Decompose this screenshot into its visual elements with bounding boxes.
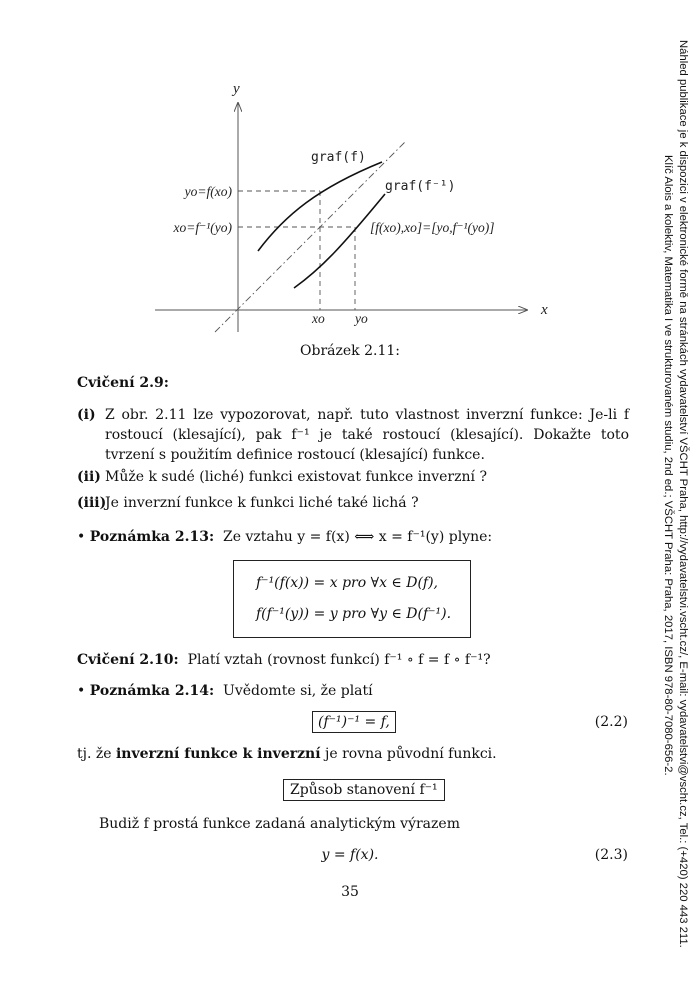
figure-caption: Obrázek 2.11: bbox=[300, 343, 400, 359]
sidebar-line-2: Náhled publikace je k dispozici v elektronické formě na stránkách vydavatelství VŠCHT Praha, http://vydavatelstvi.vscht.cz/, E-mail: vydavatelstvi@vscht.cz, Tel.: (+420) 220 443 211. bbox=[677, 40, 689, 948]
section-heading-box: Způsob stanovení f⁻¹ bbox=[283, 779, 445, 801]
page-number: 35 bbox=[341, 884, 359, 900]
exercise-item-i bbox=[77, 405, 629, 465]
yo-label: yo=f(xo) bbox=[184, 184, 232, 199]
graph-finv-label: graf(f⁻¹) bbox=[385, 179, 456, 194]
identity-line bbox=[215, 142, 405, 332]
tick-xo: xo bbox=[312, 311, 325, 326]
item-text: Může k sudé (liché) funkci existovat funkce inverzní ? bbox=[105, 469, 487, 485]
equation-number-2-2: (2.2) bbox=[594, 714, 628, 730]
publication-sidebar bbox=[660, 40, 690, 948]
note-2-14: • Poznámka 2.14: Uvědomte si, že platí bbox=[77, 683, 373, 699]
y-axis-label: y bbox=[233, 81, 240, 97]
exercise-2-9-title: Cvičení 2.9: bbox=[77, 375, 169, 391]
tick-yo: yo bbox=[355, 311, 368, 326]
item-text: Je inverzní funkce k funkci liché také lichá ? bbox=[105, 495, 419, 511]
conclusion-sentence: tj. že inverzní funkce k inverzní je rovna původní funkci. bbox=[77, 746, 497, 762]
exercise-item-ii bbox=[77, 467, 629, 487]
identity-line-1: f⁻¹(f(x)) = x pro ∀x ∈ D(f), bbox=[256, 575, 439, 591]
inverse-function-figure bbox=[0, 0, 700, 340]
graph-f-label: graf(f) bbox=[311, 150, 366, 165]
item-label: (i) bbox=[77, 407, 96, 423]
item-label: (ii) bbox=[77, 469, 101, 485]
xo-label: xo=f⁻¹(yo) bbox=[173, 220, 232, 235]
exercise-2-10: Cvičení 2.10: Platí vztah (rovnost funkcí) f⁻¹ ∘ f = f ∘ f⁻¹? bbox=[77, 652, 491, 668]
identity-box bbox=[233, 560, 471, 638]
equation-number-2-3: (2.3) bbox=[594, 847, 628, 863]
point-label: [f(xo),xo]=[yo,f⁻¹(yo)] bbox=[370, 220, 495, 235]
exercise-item-iii bbox=[77, 493, 629, 513]
item-label: (iii) bbox=[77, 495, 107, 511]
identity-line-2: f(f⁻¹(y)) = y pro ∀y ∈ D(f⁻¹). bbox=[256, 606, 452, 622]
sidebar-line-1: Klíč Alois a kolektiv, Matematika I ve strukturovaném studiu, 2nd ed.; VŠCHT Praha: Praha, 2017, ISBN 978-80-7080-656-2. bbox=[662, 155, 674, 776]
note-2-13: • Poznámka 2.13: Ze vztahu y = f(x) ⟺ x = f⁻¹(y) plyne: bbox=[77, 529, 493, 545]
inverse-equation-box: (f⁻¹)⁻¹ = f, bbox=[312, 711, 396, 733]
x-axis-label: x bbox=[541, 302, 548, 318]
item-text: Z obr. 2.11 lze vypozorovat, např. tuto vlastnost inverzní funkce: Je-li f rostoucí (klesající), pak f⁻¹ je také rostoucí (klesající). Dokažte toto tvrzení s použitím definice rostoucí (klesající) funkce. bbox=[105, 407, 629, 463]
paragraph: Budiž f prostá funkce zadaná analytickým výrazem bbox=[99, 816, 460, 832]
equation-2-3: y = f(x). bbox=[321, 847, 379, 863]
